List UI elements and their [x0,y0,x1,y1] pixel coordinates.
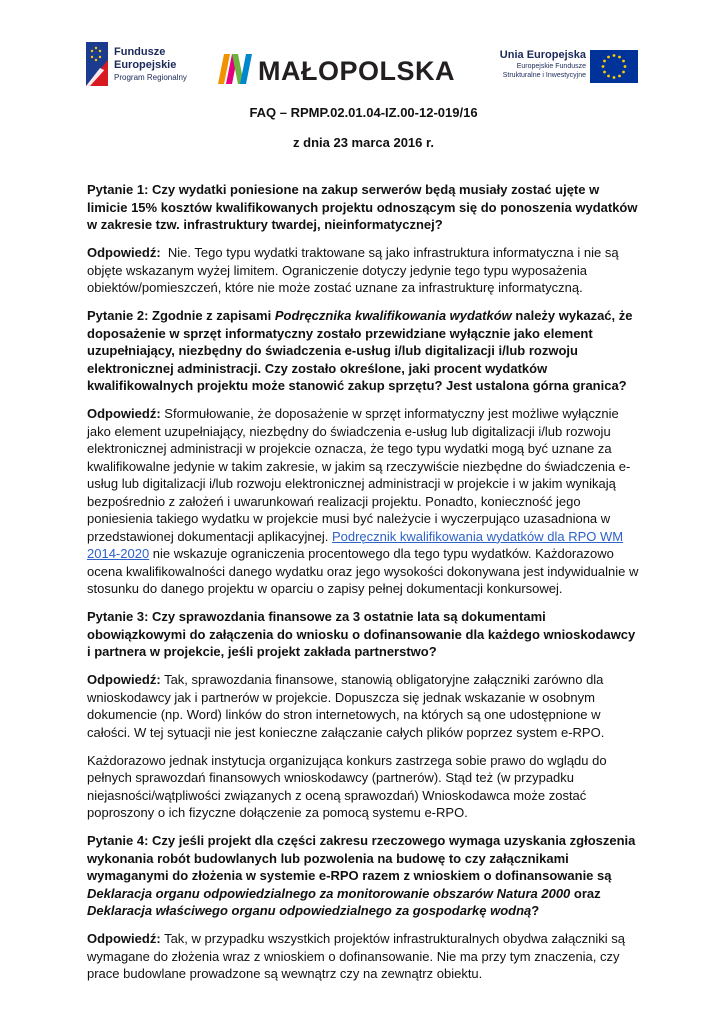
question-4-mid: oraz [570,885,601,901]
answer-label: Odpowiedź: [87,245,161,260]
ue-logo-line2: Europejskie Fundusze [516,63,586,70]
answer-3-extra: Każdorazowo jednak instytucja organizująca konkurs zastrzega sobie prawo do wglądu do pełnych sprawozdań finansowych wnioskodawcy (partnerów). Stąd też (w przypadku niejasności/wątpliwości związanych z oceną sprawozdań) Wnioskodawca może zostać poproszony o ich fizyczne dołączenie za pomocą systemu e-RPO. [87,752,607,820]
ue-logo-line3: Strukturalne i Inwestycyjne [502,72,586,79]
answer-label: Odpowiedź: [87,406,161,421]
question-4 [87,832,640,920]
fe-logo-line3: Program Regionalny [114,73,187,82]
answer-label: Odpowiedź: [87,672,161,687]
faq-content [87,100,640,993]
question-2-part-b: należy wykazać, że doposażenie w sprzęt informatyczny zostało przewidziane wyłącznie jako element uzupełniający, niezbędny do świadczenia e-usług i/lub digitalizacji i/lub rozwoju elektronicznej administracji. Czy zostało określone, jaki procent wydatków kwalifikowalnych projektu może stanowić zakup sprzętu? Jest ustalona górna granica? [87,308,633,393]
eu-flag-icon [590,50,638,83]
answer-label: Odpowiedź: [87,931,161,946]
unia-europejska-logo [486,48,646,88]
question-4-italic-1: Deklaracja organu odpowiedzialnego za monitorowanie obszarów Natura 2000 [87,885,571,901]
malopolska-logo [218,52,458,88]
document-date: z dnia 23 marca 2016 r. [293,134,434,150]
fundusze-europejskie-logo [86,42,196,88]
answer-2-part-b: nie wskazuje ograniczenia procentowego dla tego typu wydatków. Każdorazowo ocena kwalifikowalności danego wydatku oraz jego wysokości dokonywana jest indywidualnie w stosunku do danego projektu w oparciu o zapisy pełnej dokumentacji konkursowej. [87,546,639,596]
answer-3 [87,671,640,741]
question-3: Pytanie 3: Czy sprawozdania finansowe za 3 ostatnie lata są dokumentami obowiązkowymi do załączenia do wniosku o dofinansowanie dla każdego wnioskodawcy i partnera w projekcie, jeśli projekt zakłada partnerstwo? [87,609,636,659]
document-header [0,0,725,100]
answer-1-text: Nie. Tego typu wydatki traktowane są jako infrastruktura informatyczna i nie są objęte wskazanym wyżej limitem. Ograniczenie dotyczy jedynie tego typu wyposażenia obiektów/pomieszczeń, które nie może zostać uznane za infrastrukturę informatyczną. [87,245,619,295]
answer-2 [87,405,640,598]
malopolska-wordmark: MAŁOPOLSKA [258,56,455,86]
question-4-italic-2: Deklaracja właściwego organu odpowiedzialnego za gospodarkę wodną [87,903,532,918]
document-id: FAQ – RPMP.02.01.04-IZ.00-12-019/16 [249,105,478,120]
question-1: Pytanie 1: Czy wydatki poniesione na zakup serwerów będą musiały zostać ujęte w limicie 15% kosztów kwalifikowanych projektu odnoszącym się do ponoszenia wydatków w zakresie tzw. infrastruktury twardej, nieinformatycznej? [87,182,638,232]
fe-logo-line2: Europejskie [114,59,177,71]
answer-4-text: Tak, w przypadku wszystkich projektów infrastrukturalnych obydwa załączniki są wymagane do złożenia wraz z wnioskiem o dofinansowanie. Nie ma przy tym znaczenia, czy prace budowlane prowadzone są wewnątrz czy na zewnątrz obiektu. [87,931,626,981]
fe-logo-line1: Fundusze [114,46,166,58]
fe-flag-icon [86,42,108,86]
answer-3-text: Tak, sprawozdania finansowe, stanowią obligatoryjne załączniki zarówno dla wnioskodawcy jak i partnerów w projekcie. Dopuszcza się jednak wskazanie w osobnym dokumencie (np. Word) linków do stron internetowych, na których są one udostępnione w całości. W tej sytuacji nie jest konieczne załączanie całych plików poprzez system e-RPO. [87,672,605,740]
answer-1 [87,244,640,297]
question-4-part-a: Pytanie 4: Czy jeśli projekt dla części zakresu rzeczowego wymaga uzyskania zgłoszenia wykonania robót budowlanych lub pozwolenia na budowę to czy załącznikami wymaganymi do złożenia w systemie e-RPO razem z wnioskiem o dofinansowanie są [87,833,636,883]
question-4-end: ? [531,903,540,918]
question-2-italic: Podręcznika kwalifikowania wydatków [274,308,512,323]
answer-2-part-a: Sformułowanie, że doposażenie w sprzęt informatyczny jest możliwe wyłącznie jako element uzupełniający, niezbędny do świadczenia e-usług lub digitalizacji i/lub rozwoju elektronicznej administracji w projekcie oznacza, że tego typu wydatki mogą być uznane za kwalifikowalne jedynie w takim zakresie, w jakim są rzeczywiście niezbędne do świadczenia e-usług lub digitalizacji i/lub rozwoju elektronicznej administracji w projekcie i w jakim wynikają bezpośrednio z założeń i uwarunkowań realizacji projektu. Ponadto, konieczność jego poniesienia takiego wydatku w projekcie musi być należycie i wyczerpująco uzasadniona w przedstawionej dokumentacji aplikacyjnej. [87,406,631,544]
answer-4 [87,930,640,983]
ue-logo-line1: Unia Europejska [499,49,586,61]
question-2-part-a: Pytanie 2: Zgodnie z zapisami [87,308,275,323]
question-2 [87,307,640,395]
podrecznik-link[interactable]: Podręcznik kwalifikowania wydatków dla RPO WM 2014-2020 [87,528,624,561]
malopolska-m-icon [218,54,252,84]
